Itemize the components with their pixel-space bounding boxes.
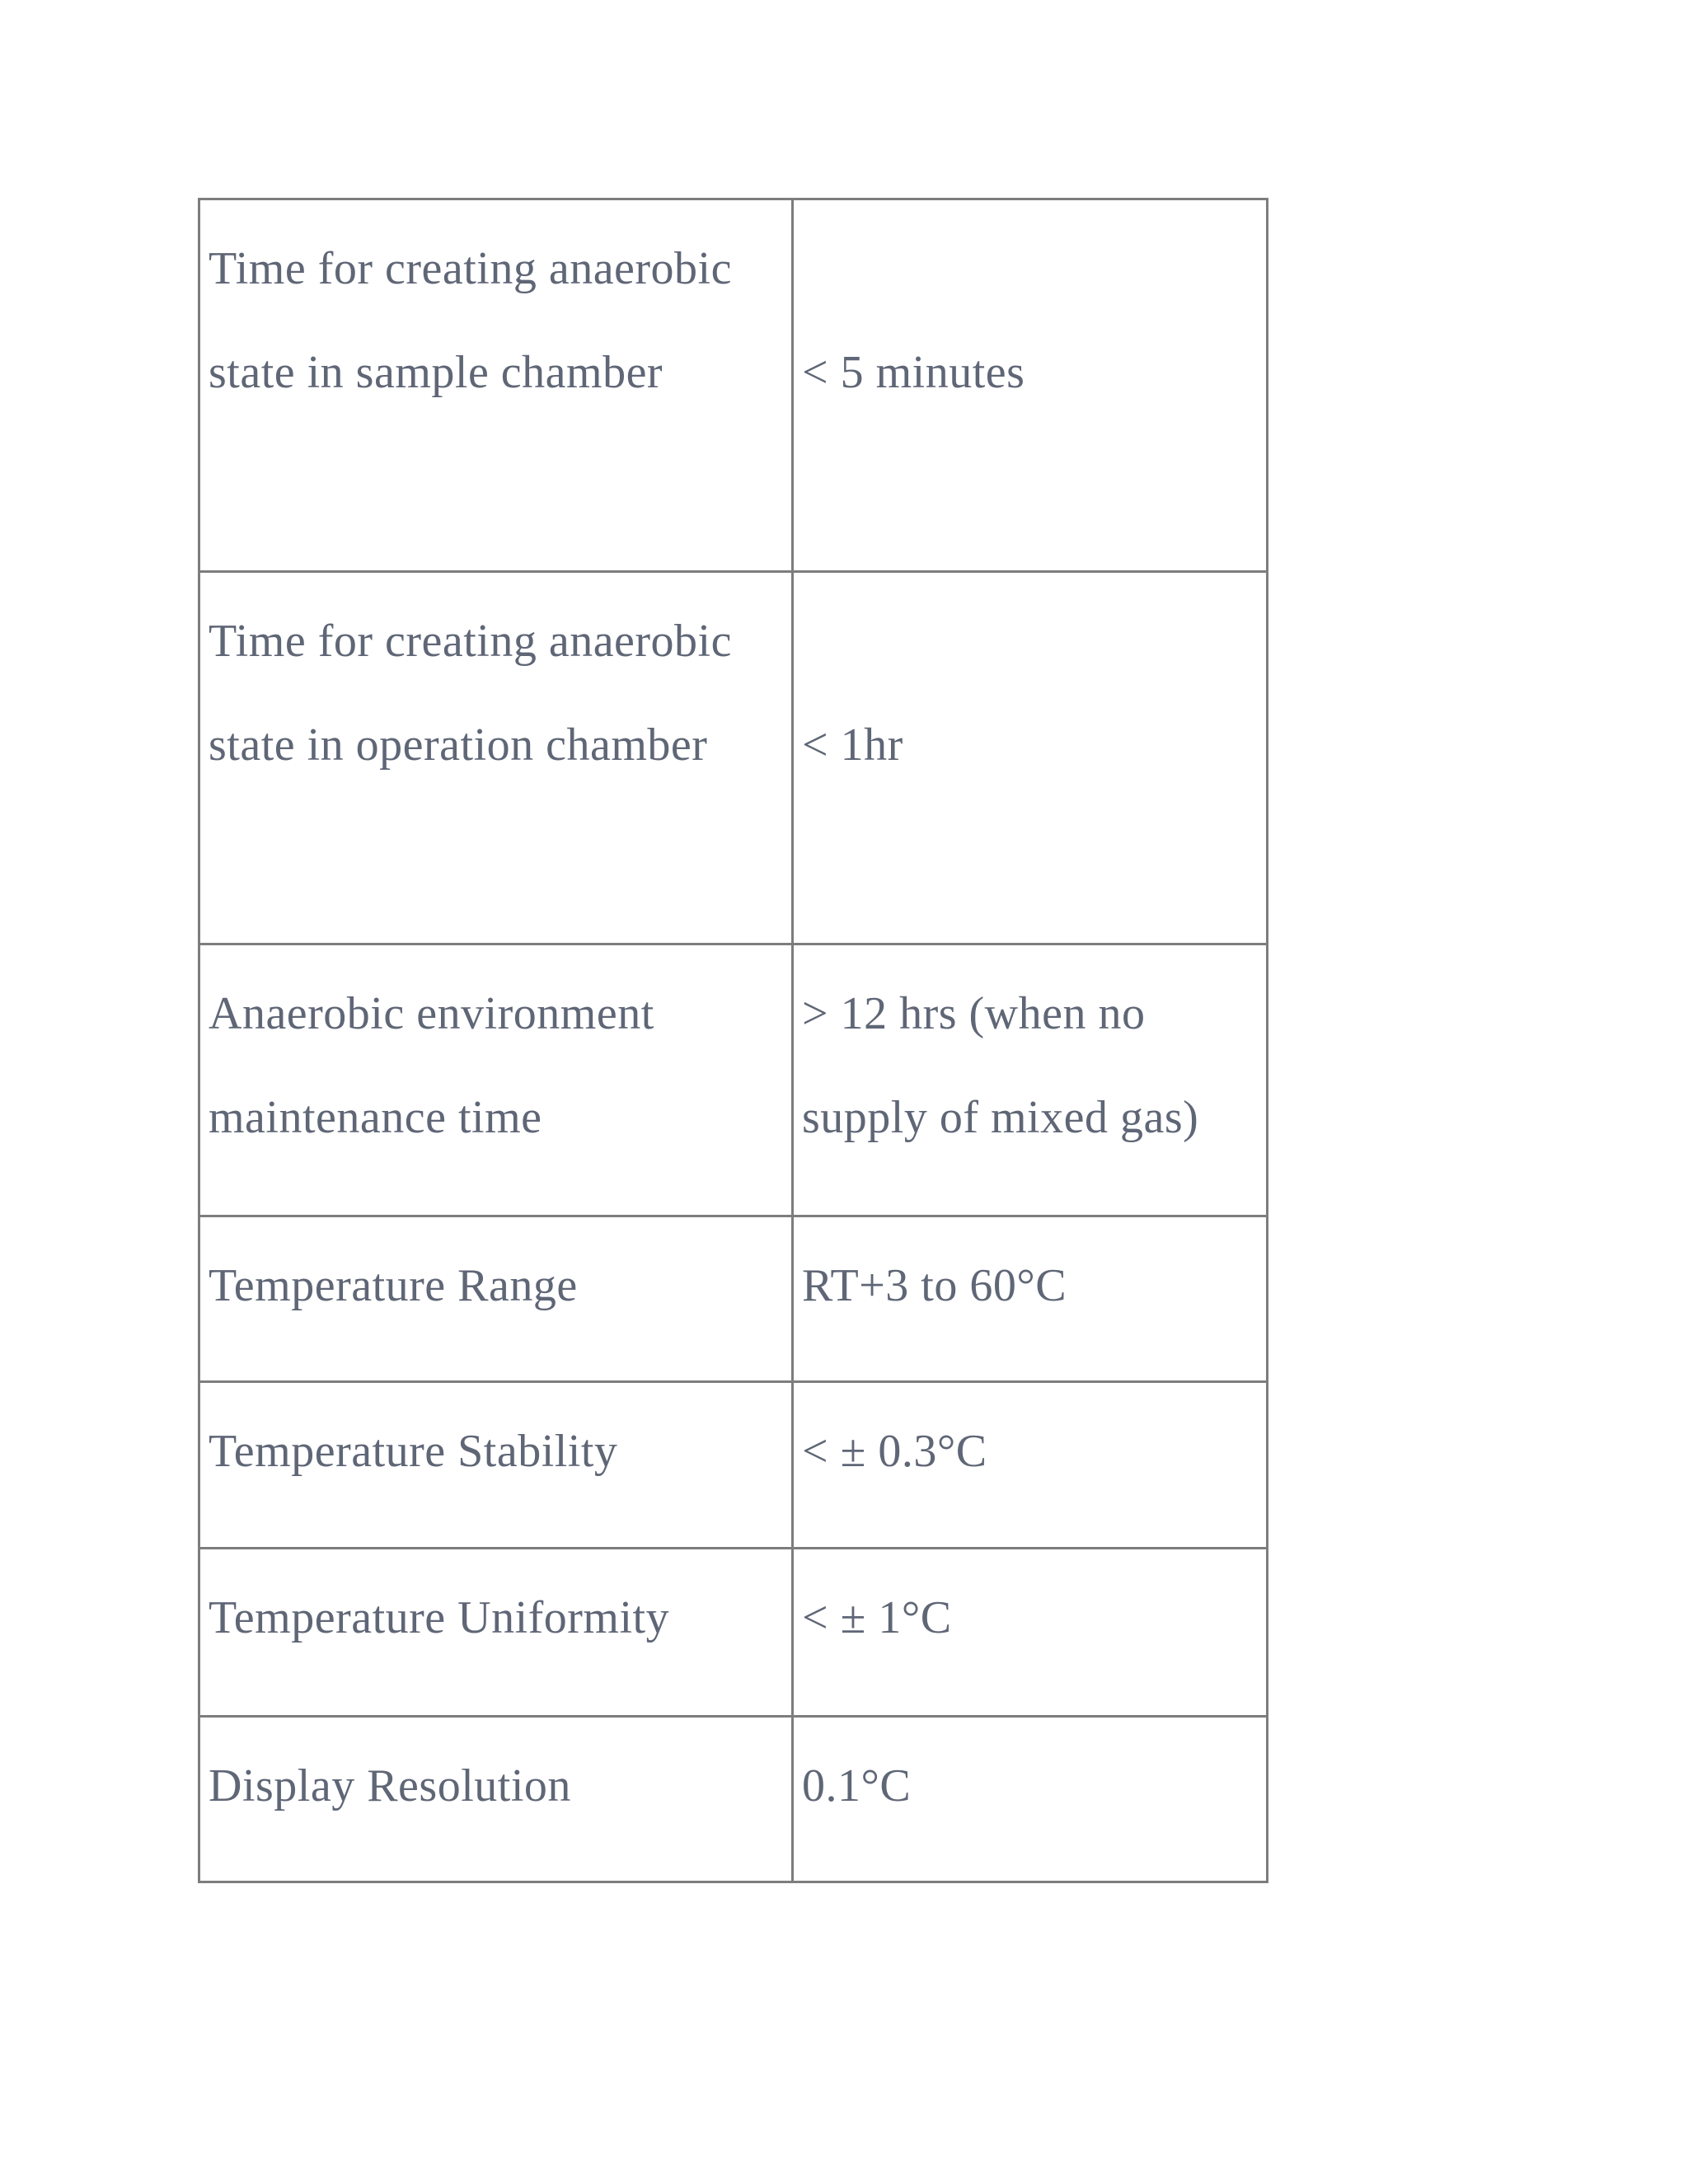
spec-value: < 1hr [802,719,903,771]
table-row [199,1382,1268,1549]
spec-value: < ± 0.3°C [802,1426,987,1477]
spec-value: > 12 hrs (when no supply of mixed gas) [802,988,1199,1143]
table-row [199,1216,1268,1382]
table-row [199,199,1268,572]
spec-label-cell [199,944,793,1216]
spec-value-cell [793,1717,1268,1882]
table-row [199,572,1268,944]
spec-label: Temperature Stability [209,1426,618,1477]
spec-label-cell [199,572,793,944]
spec-value-cell [793,1216,1268,1382]
table-row [199,1549,1268,1717]
spec-label-cell [199,199,793,572]
spec-label: Temperature Uniformity [209,1592,670,1643]
spec-label-cell [199,1717,793,1882]
spec-label: Time for creating anaerobic state in sample chamber [209,243,732,398]
spec-label: Display Resolution [209,1760,571,1811]
spec-value-cell [793,944,1268,1216]
spec-label-cell [199,1382,793,1549]
spec-value-cell [793,1382,1268,1549]
spec-label: Time for creating anaerobic state in operation chamber [209,616,732,771]
spec-value-cell [793,572,1268,944]
spec-label: Anaerobic environment maintenance time [209,988,654,1143]
spec-label-cell [199,1216,793,1382]
spec-value-cell [793,199,1268,572]
table-row [199,1717,1268,1882]
spec-value-cell [793,1549,1268,1717]
spec-value: RT+3 to 60°C [802,1260,1067,1311]
spec-value: < 5 minutes [802,347,1025,398]
table-row [199,944,1268,1216]
spec-table [198,198,1268,1883]
spec-value: 0.1°C [802,1760,912,1811]
spec-value: < ± 1°C [802,1592,952,1643]
spec-label-cell [199,1549,793,1717]
spec-label: Temperature Range [209,1260,578,1311]
